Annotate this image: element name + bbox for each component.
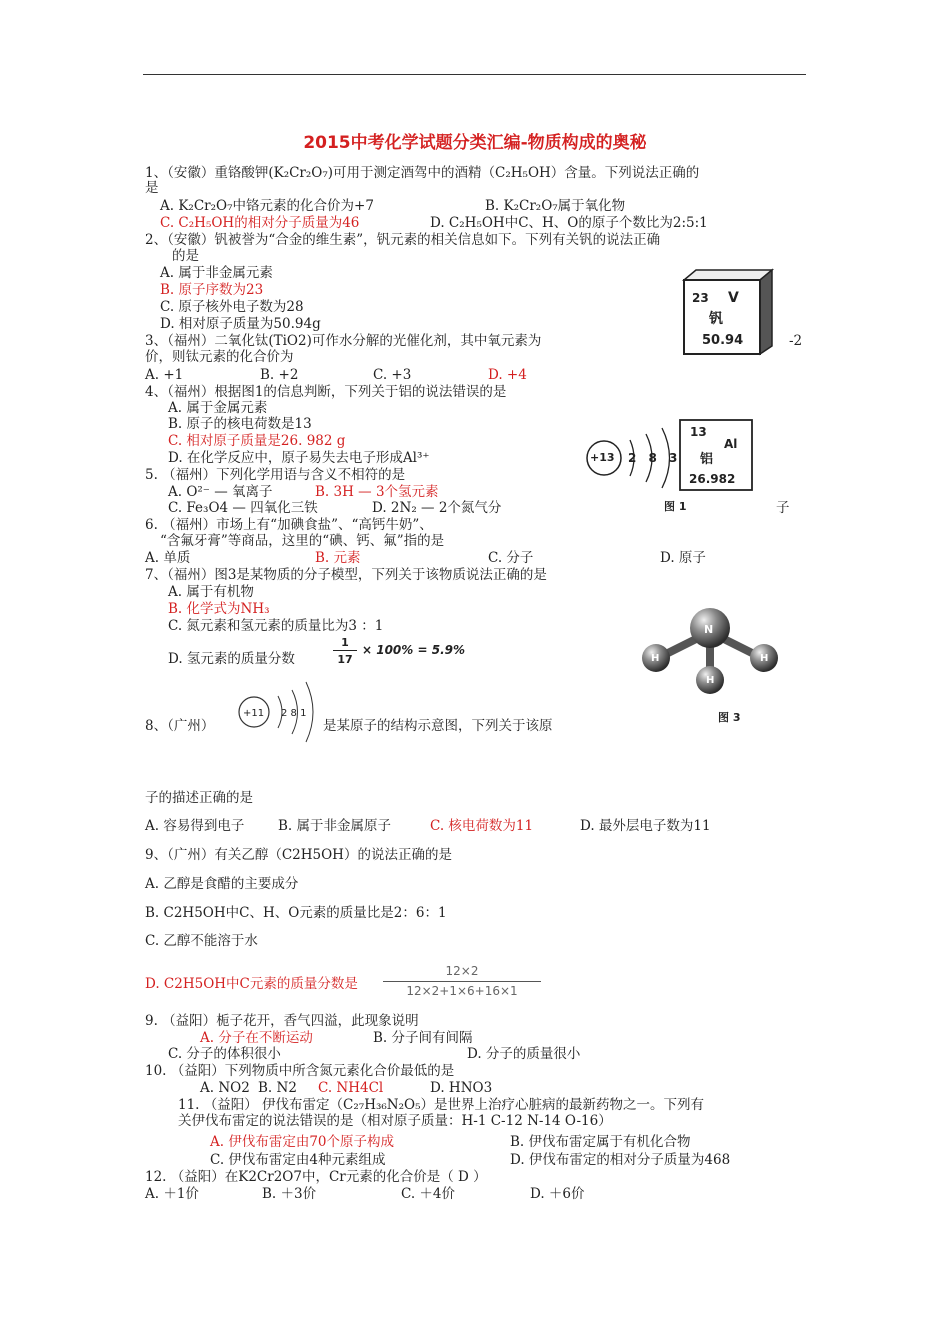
q9-option-d: D. C2H5OH中C元素的质量分数是 [145, 976, 358, 992]
q7-option-c: C. 氮元素和氢元素的质量比为3 ：1 [168, 618, 384, 634]
q9-stem: 9、（广州）有关乙醇（C2H5OH）的说法正确的是 [145, 847, 452, 863]
aluminium-symbol: Al [724, 437, 738, 451]
molecule-h-label-bottom: H [706, 675, 715, 686]
q7-formula-bar [333, 650, 357, 651]
vanadium-name: 钒 [709, 311, 723, 327]
q11-option-c: C. 伊伐布雷定由4种元素组成 [210, 1152, 386, 1168]
q1-option-c: C. C₂H₅OH的相对分子质量为46 [160, 215, 360, 231]
q9b-option-b: B. 分子间有间隔 [373, 1030, 473, 1046]
q11-stem-cont: 关伊伐布雷定的说法错误的是（相对原子质量：H-1 C-12 N-14 O-16） [178, 1113, 612, 1129]
q10-option-b: B. N2 [258, 1080, 297, 1096]
q8-stem: 8、（广州） [145, 718, 215, 734]
q11-stem: 11. （益阳） 伊伐布雷定（C₂₇H₃₆N₂O₅）是世界上治疗心脏病的最新药物之一。下列有 [178, 1097, 705, 1113]
q1-stem-cont: 是 [145, 180, 159, 196]
aluminium-name: 铝 [700, 452, 714, 467]
q3-option-b: B. +2 [260, 367, 299, 383]
q6-stem-cont: “含氟牙膏”等商品，这里的“碘、钙、氟”指的是 [160, 533, 445, 549]
q6-option-a: A. 单质 [145, 550, 191, 566]
q12-option-a: A. ＋1价 [145, 1186, 199, 1202]
q7-formula-rest: × 100% = 5.9% [362, 643, 465, 657]
page-title: 2015中考化学试题分类汇编-物质构成的奥秘 [303, 133, 647, 153]
q9b-option-a: A. 分子在不断运动 [200, 1030, 313, 1046]
q1-option-a: A. K₂Cr₂O₇中铬元素的化合价为+7 [160, 198, 374, 214]
q4-option-a: A. 属于金属元素 [168, 400, 268, 416]
q9-fraction-bar [383, 981, 541, 982]
aluminium-number: 13 [690, 425, 707, 439]
q3-option-d: D. +4 [488, 367, 527, 383]
q10-option-d: D. HNO3 [430, 1080, 493, 1096]
q12-option-c: C. ＋4价 [401, 1186, 456, 1202]
q8-option-a: A. 容易得到电子 [145, 818, 245, 834]
q6-stem: 6. （福州）市场上有“加碘食盐”、“高钙牛奶”、 [145, 517, 433, 533]
header-rule [143, 74, 806, 75]
q2-stem-cont: 的是 [172, 248, 199, 264]
q9-fraction-denominator: 12×2+1×6+16×1 [406, 984, 518, 998]
q1-option-d: D. C₂H₅OH中C、H、O的原子个数比为2:5:1 [430, 215, 708, 231]
vanadium-mass: 50.94 [702, 333, 744, 348]
q8-stem-cont: 子的描述正确的是 [145, 790, 253, 806]
sodium-shells: 2 8 1 [281, 708, 307, 719]
q5-option-d: D. 2N₂ — 2个氮气分 [372, 500, 502, 516]
vanadium-number: 23 [692, 291, 709, 305]
sodium-nucleus: +11 [243, 708, 265, 719]
q2-option-c: C. 原子核外电子数为28 [160, 299, 304, 315]
q7-option-b: B. 化学式为NH₃ [168, 601, 270, 617]
q10-option-a: A. NO2 [200, 1080, 250, 1096]
q3-stem-end: -2 [789, 333, 803, 349]
q8-option-d: D. 最外层电子数为11 [580, 818, 711, 834]
q3-stem: 3、（福州）二氧化钛(TiO2)可作水分解的光催化剂，其中氧元素为 [145, 333, 542, 349]
q2-stem: 2、（安徽）钒被誉为“合金的维生素”，钒元素的相关信息如下。下列有关钒的说法正确 [145, 232, 661, 248]
q8-stem-after: 是某原子的结构示意图，下列关于该原 [323, 718, 553, 734]
q6-option-b: B. 元素 [315, 550, 361, 566]
q7-formula-numerator: 1 [341, 636, 349, 649]
figure-1-caption: 图 1 [664, 500, 687, 513]
q9-option-c: C. 乙醇不能溶于水 [145, 933, 258, 949]
molecule-h-label-left: H [651, 653, 660, 664]
q5-option-d-end: 子 [776, 500, 790, 516]
q12-stem: 12. （益阳）在K2Cr2O7中，Cr元素的化合价是（ D ） [145, 1169, 487, 1185]
q9b-option-d: D. 分子的质量很小 [467, 1046, 581, 1062]
q7-option-a: A. 属于有机物 [168, 584, 254, 600]
q8-option-c: C. 核电荷数为11 [430, 818, 534, 834]
q5-option-b: B. 3H — 3个氢元素 [315, 484, 439, 500]
q9-option-a: A. 乙醇是食醋的主要成分 [145, 876, 299, 892]
molecule-center-label: N [704, 623, 714, 636]
q3-option-a: A. +1 [145, 367, 184, 383]
q12-option-d: D. ＋6价 [530, 1186, 585, 1202]
q8-option-b: B. 属于非金属原子 [278, 818, 392, 834]
q1-option-b: B. K₂Cr₂O₇属于氧化物 [485, 198, 626, 214]
q10-stem: 10. （益阳）下列物质中所含氮元素化合价最低的是 [145, 1063, 455, 1079]
q1-stem: 1、（安徽）重铬酸钾(K₂Cr₂O₇)可用于测定酒驾中的酒精（C₂H₅OH）含量。下列说法正确的 [145, 165, 700, 181]
q11-option-d: D. 伊伐布雷定的相对分子质量为468 [510, 1152, 731, 1168]
aluminium-shells: 2 8 3 [628, 451, 682, 465]
q4-option-c: C. 相对原子质量是26. 982 g [168, 433, 346, 449]
q7-stem: 7、（福州）图3是某物质的分子模型，下列关于该物质说法正确的是 [145, 567, 547, 583]
molecule-h-label-right: H [760, 653, 769, 664]
q5-stem: 5. （福州）下列化学用语与含义不相符的是 [145, 467, 406, 483]
q7-option-d: D. 氢元素的质量分数 [168, 651, 295, 667]
q5-option-a: A. O²⁻ — 氧离子 [168, 484, 273, 500]
q11-option-a: A. 伊伐布雷定由70个原子构成 [210, 1134, 395, 1150]
q12-option-b: B. ＋3价 [262, 1186, 317, 1202]
q3-stem-cont: 价，则钛元素的化合价为 [145, 349, 294, 365]
q6-option-c: C. 分子 [488, 550, 534, 566]
aluminium-mass: 26.982 [689, 472, 736, 486]
figure-3-caption: 图 3 [718, 711, 741, 724]
q4-option-d: D. 在化学反应中，原子易失去电子形成Al³⁺ [168, 450, 430, 466]
q9-option-b: B. C2H5OH中C、H、O元素的质量比是2：6：1 [145, 905, 447, 921]
aluminium-nucleus: +13 [590, 451, 615, 464]
q2-option-b: B. 原子序数为23 [160, 282, 264, 298]
q4-stem: 4、（福州）根据图1的信息判断，下列关于铝的说法错误的是 [145, 384, 507, 400]
q9b-stem: 9. （益阳）栀子花开，香气四溢，此现象说明 [145, 1013, 419, 1029]
q3-option-c: C. +3 [373, 367, 412, 383]
q9-fraction-numerator: 12×2 [445, 964, 479, 978]
q4-option-b: B. 原子的核电荷数是13 [168, 416, 312, 432]
q5-option-c: C. Fe₃O4 — 四氧化三铁 [168, 500, 318, 516]
q2-option-d: D. 相对原子质量为50.94g [160, 316, 321, 332]
q11-option-b: B. 伊伐布雷定属于有机化合物 [510, 1134, 691, 1150]
q9b-option-c: C. 分子的体积很小 [168, 1046, 281, 1062]
q10-option-c: C. NH4Cl [318, 1080, 384, 1096]
q6-option-d: D. 原子 [660, 550, 706, 566]
vanadium-symbol: V [728, 290, 739, 306]
q7-formula-denominator: 17 [337, 653, 353, 666]
q2-option-a: A. 属于非金属元素 [160, 265, 273, 281]
